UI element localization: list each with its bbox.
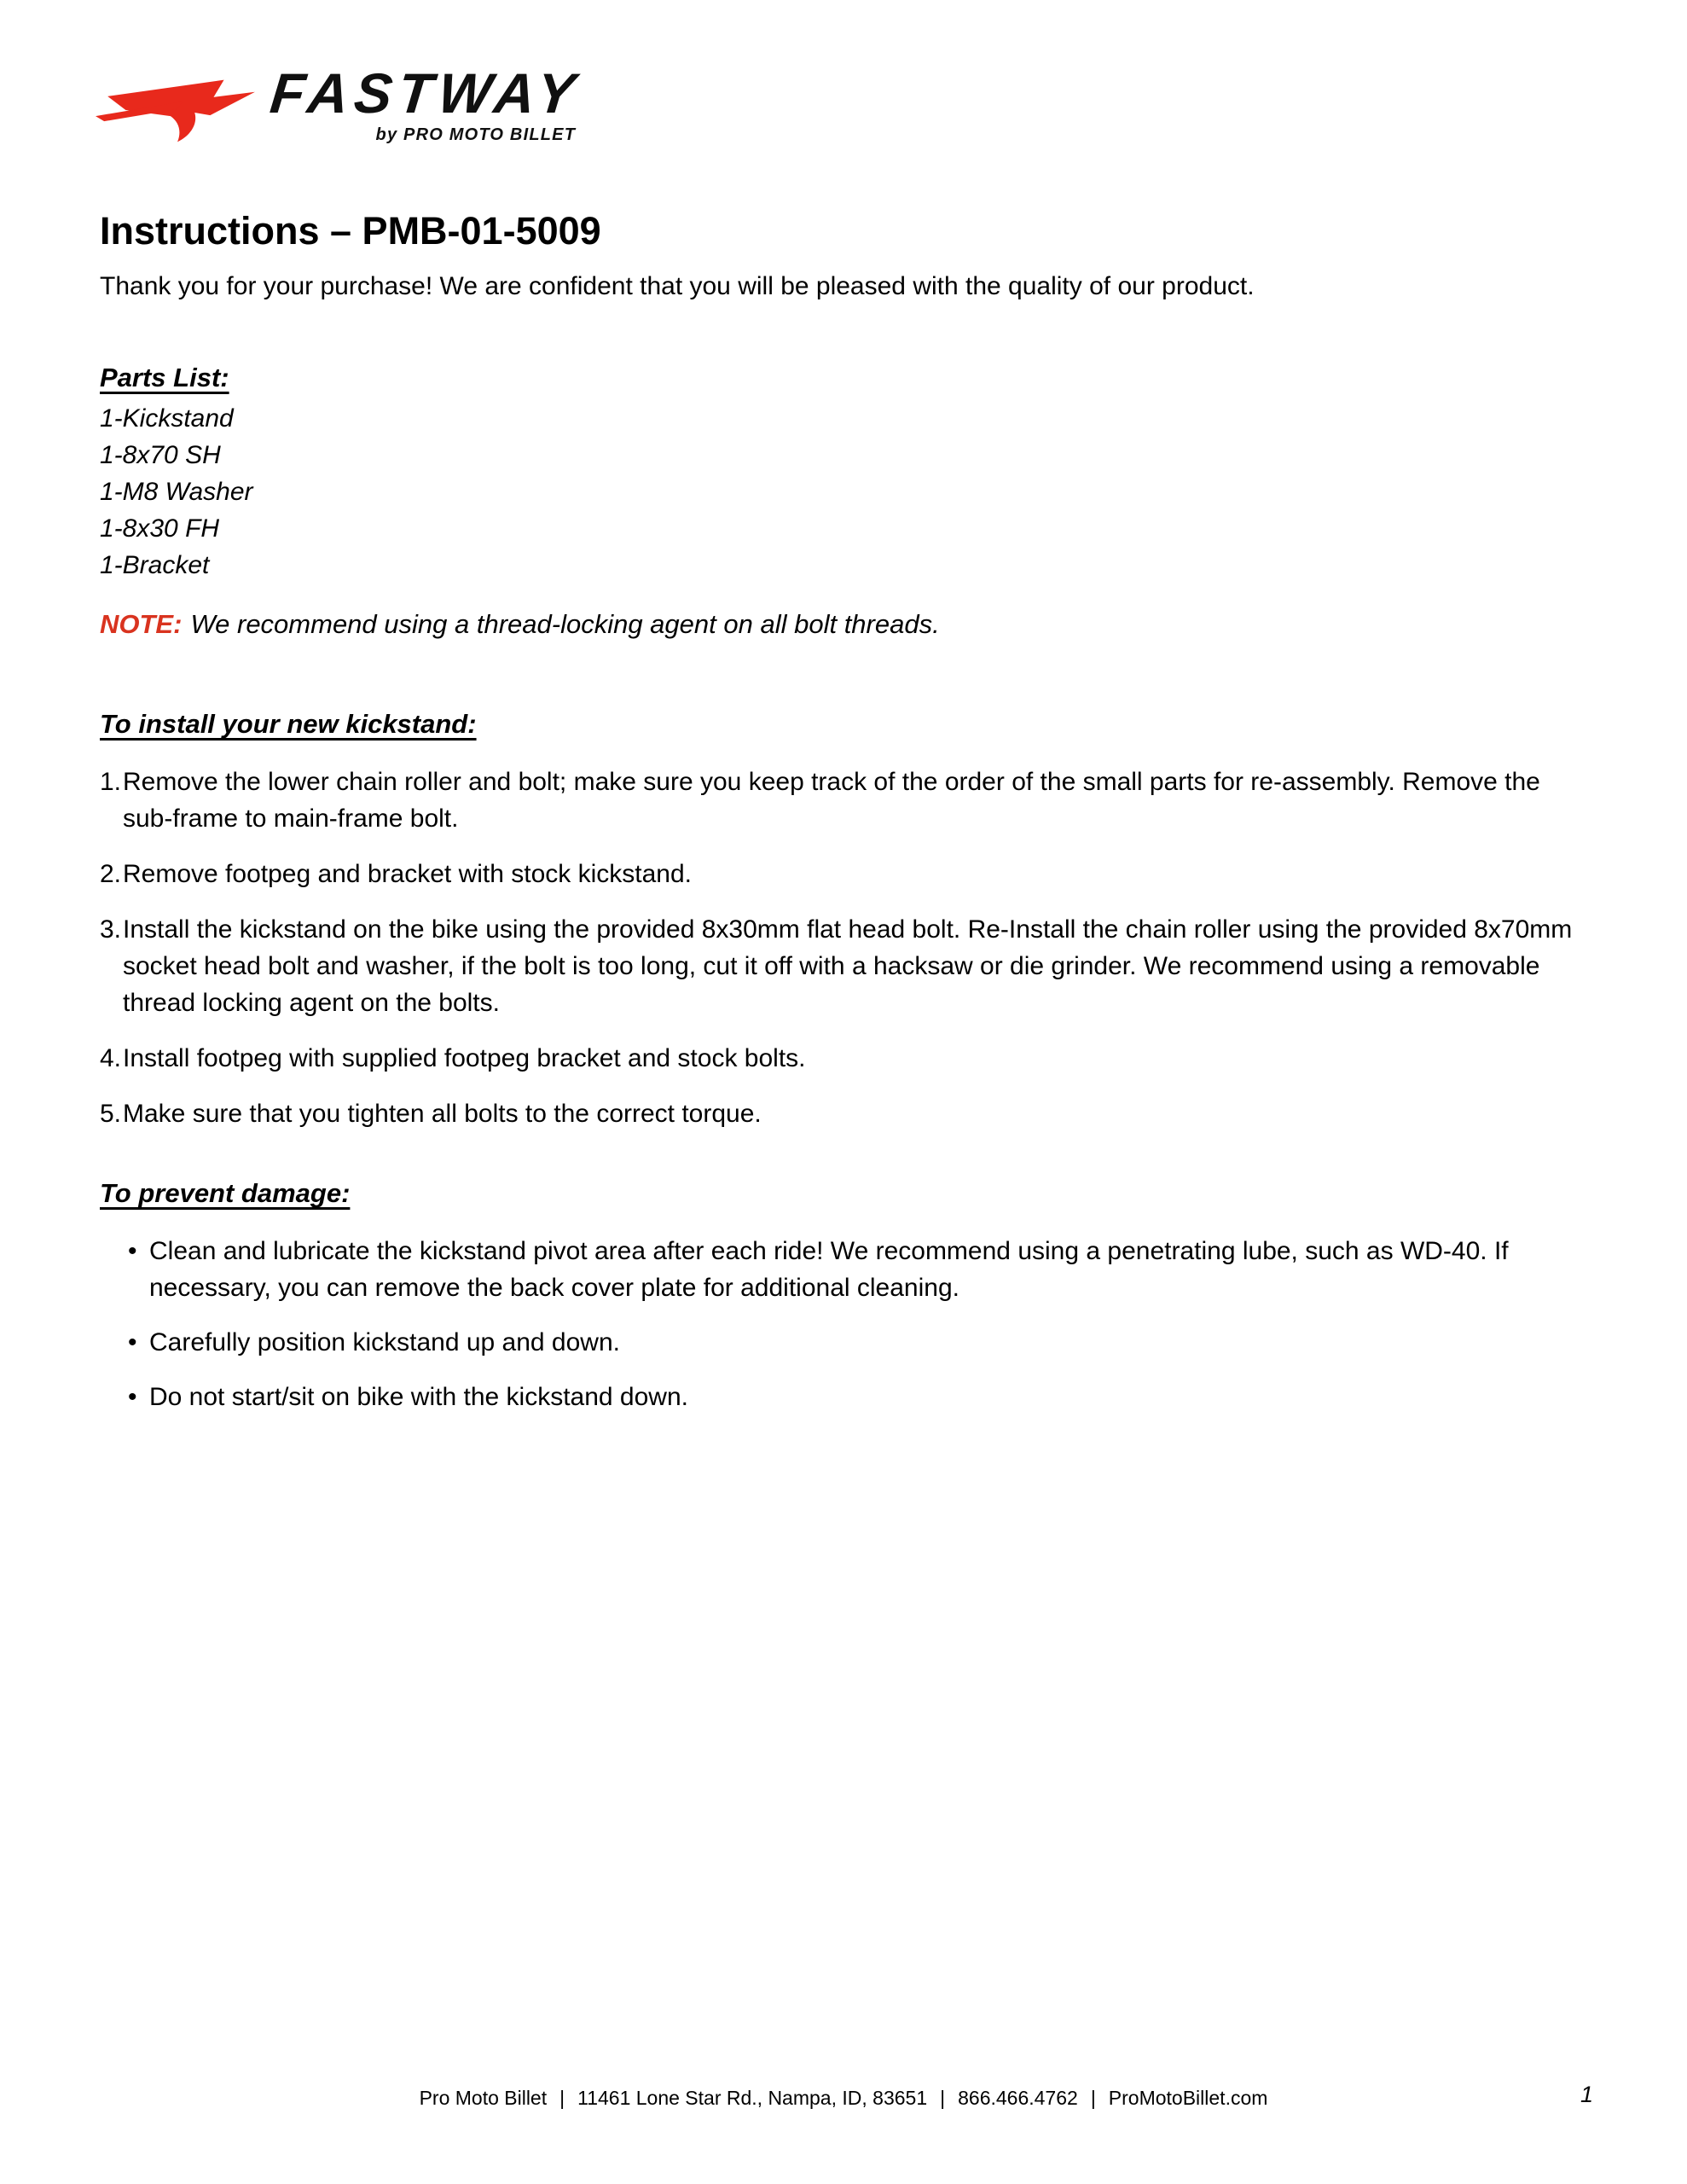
thread-lock-note — [100, 606, 1591, 642]
bullet-text: Carefully position kickstand up and down. — [149, 1328, 620, 1357]
prevent-bullet-list — [100, 1233, 1591, 1415]
bullet-text: Do not start/sit on bike with the kickstand down. — [149, 1383, 688, 1412]
logo-tagline-text: by PRO MOTO BILLET — [375, 125, 577, 144]
intro-paragraph: Thank you for your purchase! We are confident that you will be pleased with the quality of our product. — [100, 272, 1255, 301]
prevent-bullet — [100, 1324, 1591, 1361]
step-number: 1. — [100, 768, 122, 797]
prevent-bullet — [100, 1379, 1591, 1415]
prevent-bullet — [100, 1233, 1591, 1306]
step-number: 3. — [100, 915, 122, 944]
step-number: 4. — [100, 1044, 122, 1073]
install-step — [100, 1040, 1591, 1077]
step-text: Remove footpeg and bracket with stock kickstand. — [123, 860, 693, 889]
fastway-logo — [94, 60, 584, 145]
part-item: 1-Kickstand — [100, 404, 234, 433]
footer-website: ProMotoBillet.com — [1108, 2087, 1268, 2109]
note-text: We recommend using a thread-locking agent on all bolt threads. — [190, 609, 940, 640]
install-step — [100, 856, 1591, 892]
page-title: Instructions – PMB-01-5009 — [100, 209, 601, 253]
prevent-section-heading: To prevent damage: — [100, 1178, 351, 1209]
bullet-dot: • — [128, 1383, 137, 1412]
page-number: 1 — [1580, 2082, 1593, 2107]
part-item: 1-8x70 SH — [100, 441, 221, 470]
step-number: 2. — [100, 860, 122, 889]
parts-list-heading: Parts List: — [100, 363, 229, 393]
fastway-swoosh-icon — [94, 72, 258, 145]
logo-brand-text: FASTWAY — [267, 61, 584, 125]
install-section-heading: To install your new kickstand: — [100, 709, 477, 740]
bullet-dot: • — [128, 1328, 137, 1357]
step-text: Install footpeg with supplied footpeg bracket and stock bolts. — [123, 1044, 806, 1073]
part-item: 1-M8 Washer — [100, 478, 253, 507]
footer-separator: | — [559, 2087, 565, 2109]
part-item: 1-Bracket — [100, 551, 210, 580]
step-number: 5. — [100, 1100, 122, 1129]
parts-list — [100, 400, 1591, 584]
footer-separator: | — [940, 2087, 946, 2109]
logo-text-block — [267, 60, 584, 145]
install-steps-list — [100, 764, 1591, 1132]
page-footer — [0, 2087, 1687, 2110]
install-step — [100, 1095, 1591, 1132]
bullet-text: Clean and lubricate the kickstand pivot area after each ride! We recommend using a penetrating lube, such as WD-40. If necessary, you can remove the back cover plate for additional cleaning. — [149, 1237, 1509, 1303]
document-body — [100, 210, 1591, 1433]
step-text: Remove the lower chain roller and bolt; make sure you keep track of the order of the small parts for re-assembly. Remove the sub-frame to main-frame bolt. — [123, 768, 1540, 834]
step-text: Install the kickstand on the bike using the provided 8x30mm flat head bolt. Re-Install the chain roller using the provided 8x70mm socket head bolt and washer, if the bolt is too long, cut it off with a hacksaw or die grinder. We recommend using a removable thread locking agent on the bolts. — [123, 915, 1573, 1018]
bullet-dot: • — [128, 1237, 137, 1266]
step-text: Make sure that you tighten all bolts to the correct torque. — [123, 1100, 762, 1129]
install-step — [100, 911, 1591, 1021]
part-item: 1-8x30 FH — [100, 514, 220, 543]
footer-phone: 866.466.4762 — [958, 2087, 1078, 2109]
footer-company: Pro Moto Billet — [419, 2087, 548, 2109]
install-step — [100, 764, 1591, 837]
footer-address: 11461 Lone Star Rd., Nampa, ID, 83651 — [577, 2087, 928, 2109]
footer-separator: | — [1090, 2087, 1096, 2109]
note-label: NOTE: — [100, 609, 183, 640]
